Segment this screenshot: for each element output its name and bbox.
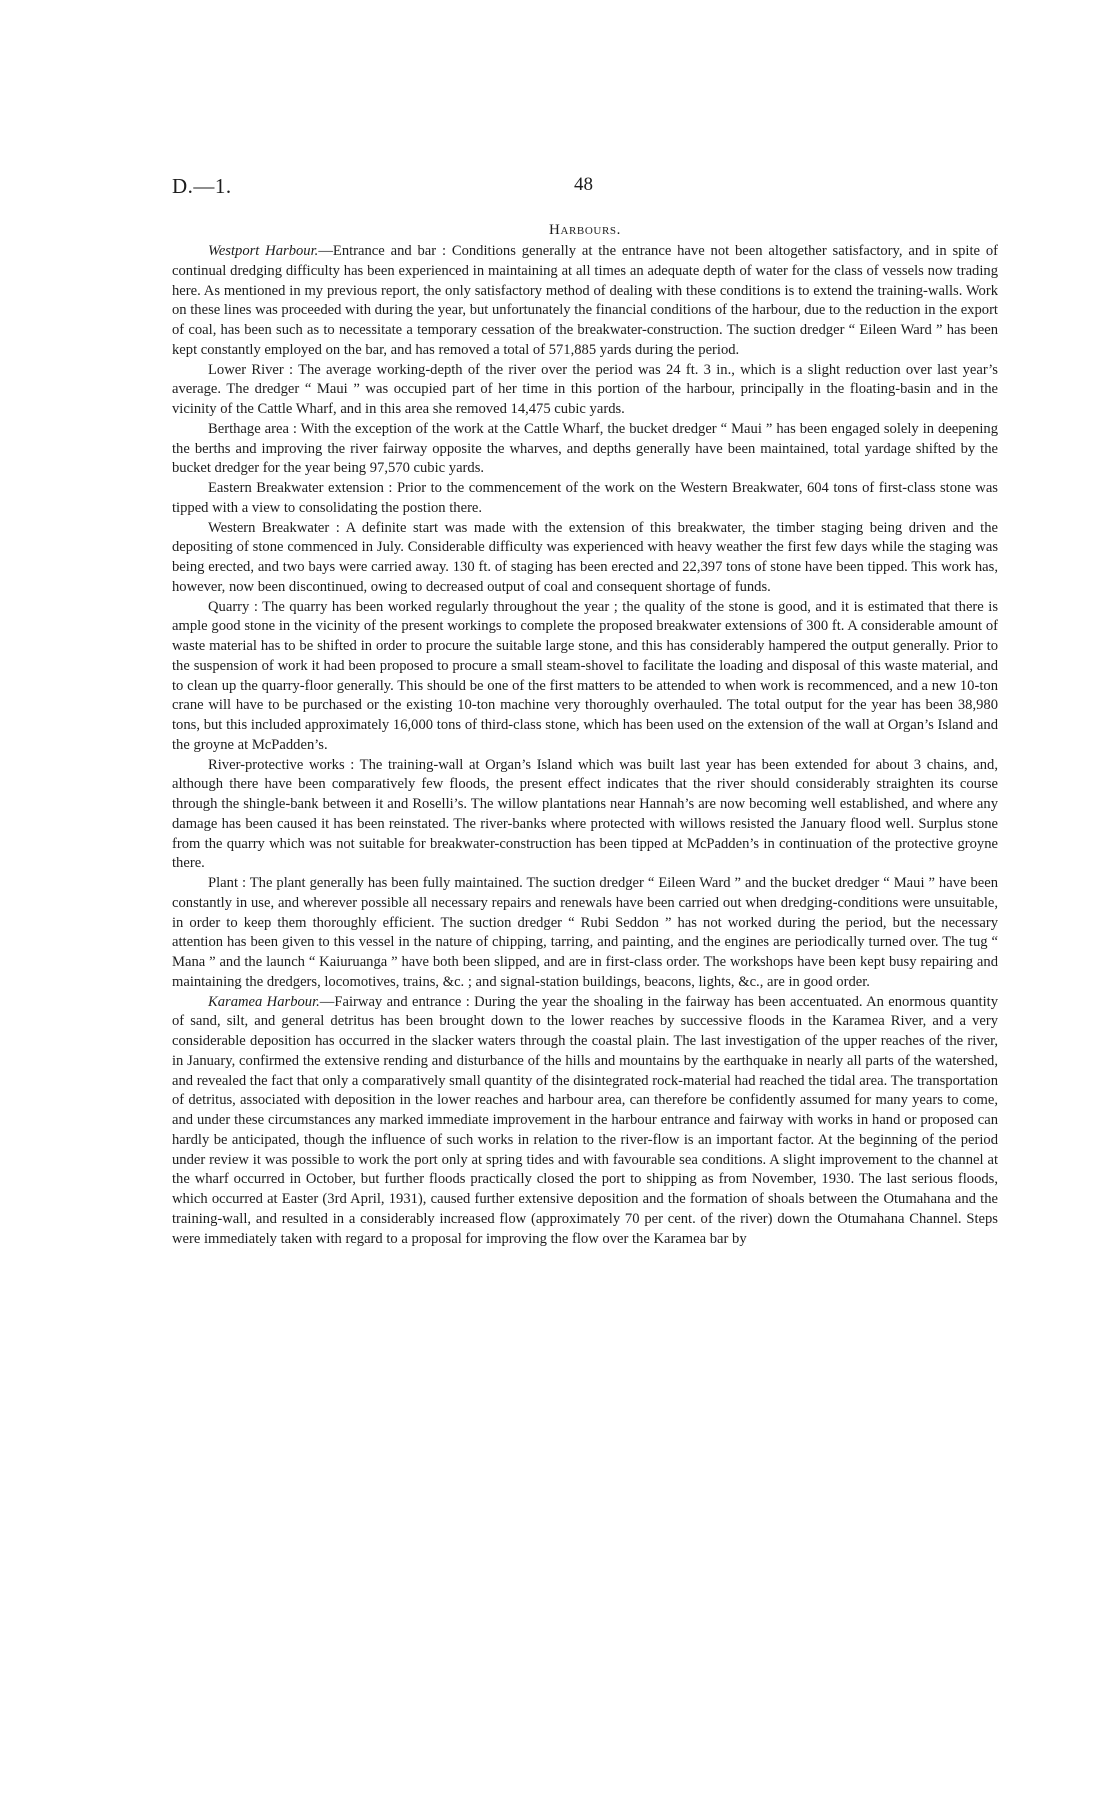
paragraph-westport-entrance bbox=[172, 242, 998, 361]
paragraph-text: Plant : The plant generally has been fully maintained. The suction dredger “ Eileen Ward ” and the bucket dredger “ Maui ” have been constantly in use, and wherever possible all necessary repairs and renewals have been carried out when dredging-conditions were unsuitable, in order to keep them thoroughly efficient. The suction dredger “ Rubi Seddon ” has not worked during the period, but the necessary attention has been given to this vessel in the nature of chipping, tarring, and painting, and the engines are periodically turned over. The tug “ Mana ” and the launch “ Kaiuruanga ” have both been slipped, and are in first-class order. The workshops have been kept busy repairing and maintaining the dredgers, locomotives, trains, &c. ; and signal-station buildings, beacons, lights, &c., are in good order. bbox=[172, 875, 998, 990]
paragraph-eastern-breakwater bbox=[172, 479, 998, 519]
body-text bbox=[172, 242, 998, 1249]
paragraph-text: Berthage area : With the exception of the work at the Cattle Wharf, the bucket dredger “ Maui ” has been engaged solely in deepening the berths and improving the river fairway opposite the wharves, and depths generally have been maintained, total yardage shifted by the bucket dredger for the year being 97,570 cubic yards. bbox=[172, 420, 998, 477]
paragraph-text: Eastern Breakwater extension : Prior to the commencement of the work on the Western Breakwater, 604 tons of first-class stone was tipped with a view to consolidating the postion there. bbox=[172, 480, 998, 516]
page-number: 48 bbox=[574, 174, 593, 195]
paragraph-quarry bbox=[172, 598, 998, 756]
paragraph-lead: Karamea Harbour. bbox=[208, 993, 320, 1010]
paragraph-river-protective-works bbox=[172, 756, 998, 875]
paragraph-berthage-area bbox=[172, 420, 998, 479]
paragraph-western-breakwater bbox=[172, 519, 998, 598]
page-header bbox=[172, 174, 998, 202]
paragraph-karamea-harbour bbox=[172, 993, 998, 1250]
paragraph-plant bbox=[172, 874, 998, 993]
document-reference: D.—1. bbox=[172, 174, 232, 198]
paragraph-lower-river bbox=[172, 361, 998, 420]
section-title: Harbours. bbox=[549, 222, 621, 238]
paragraph-text: River-protective works : The training-wall at Organ’s Island which was built last year has been extended for about 3 chains, and, although there have been comparatively few floods, the present effect indicates that the river should considerably straighten its course through the shingle-bank between it and Roselli’s. The willow plantations near Hannah’s are now becoming well established, and where any damage has been caused it has been reinstated. The river-banks where protected with willows resisted the January flood well. Surplus stone from the quarry which was not suitable for breakwater-construction has been tipped at McPadden’s in continuation of the protective groyne there. bbox=[172, 756, 998, 872]
paragraph-text: Quarry : The quarry has been worked regularly throughout the year ; the quality of the stone is good, and it is estimated that there is ample good stone in the vicinity of the present workings to complete the proposed breakwater extensions of 300 ft. A considerable amount of waste material has to be shifted in order to procure the suitable large stone, and this has considerably hampered the output generally. Prior to the suspension of work it had been proposed to procure a small steam-shovel to facilitate the loading and disposal of this waste material, and to clean up the quarry-floor generally. This should be one of the first matters to be attended to when work is recommenced, and a new 10-ton crane will have to be purchased or the existing 10-ton machine very thoroughly overhauled. The total output for the year has been 38,980 tons, but this included approximately 16,000 tons of third-class stone, which has been used on the extension of the wall at Organ’s Island and the groyne at McPadden’s. bbox=[172, 598, 998, 753]
paragraph-text: Western Breakwater : A definite start was made with the extension of this breakwater, the timber staging being driven and the depositing of stone commenced in July. Considerable difficulty was experienced with heavy weather the first few days while the staging was being erected, and two bays were carried away. 130 ft. of staging has been erected and 22,397 tons of stone have been tipped. This work has, however, now been discontinued, owing to decreased output of coal and consequent shortage of funds. bbox=[172, 519, 998, 595]
paragraph-lead: Westport Harbour. bbox=[208, 243, 319, 259]
paragraph-text: —Fairway and entrance : During the year the shoaling in the fairway has been accentuated. An enormous quantity of sand, silt, and general detritus has been brought down to the lower reaches by successive floods in the Karamea River, and a very considerable deposition has occurred in the slacker waters through the coastal plain. The last investigation of the upper reaches of the river, in January, confirmed the extensive rending and disturbance of the hills and mountains by the earthquake in nearly all parts of the watershed, and revealed the fact that only a comparatively small quantity of the disintegrated rock-material had reached the tidal area. The transportation of detritus, associated with deposition in the lower reaches and harbour area, can therefore be confidently assumed for many years to come, and under these circumstances any marked immediate improvement in the harbour entrance and fairway with works in hand or proposed can hardly be anticipated, though the influence of such works in relation to the river-flow is an important factor. At the beginning of the period under review it was possible to work the port only at spring tides and with favourable sea conditions. A slight improvement to the channel at the wharf occurred in October, but further floods practically closed the port to shipping as from November, 1930. The last serious floods, which occurred at Easter (3rd April, 1931), caused further extensive deposition and the formation of shoals between the Otumahana and the training-wall, and resulted in a considerably increased flow (approximately 70 per cent. of the river) down the Otumahana Channel. Steps were immediately taken with regard to a proposal for improving the flow over the Karamea bar by bbox=[172, 993, 998, 1247]
paragraph-text: Lower River : The average working-depth of the river over the period was 24 ft. 3 in., which is a slight reduction over last year’s average. The dredger “ Maui ” was occupied part of her time in this portion of the harbour, principally in the floating-basin and in the vicinity of the Cattle Wharf, and in this area she removed 14,475 cubic yards. bbox=[172, 361, 998, 417]
paragraph-text: —Entrance and bar : Conditions generally at the entrance have not been altogether satisfactory, and in spite of continual dredging difficulty has been experienced in maintaining at all times an adequate depth of water for the class of vessels now trading here. As mentioned in my previous report, the only satisfactory method of dealing with these conditions is to extend the training-walls. Work on these lines was proceeded with during the year, but unfortunately the financial conditions of the harbour, due to the reduction in the export of coal, has been such as to necessitate a temporary cessation of the breakwater-construction. The suction dredger “ Eileen Ward ” has been kept constantly employed on the bar, and has removed a total of 571,885 yards during the period. bbox=[172, 243, 998, 358]
